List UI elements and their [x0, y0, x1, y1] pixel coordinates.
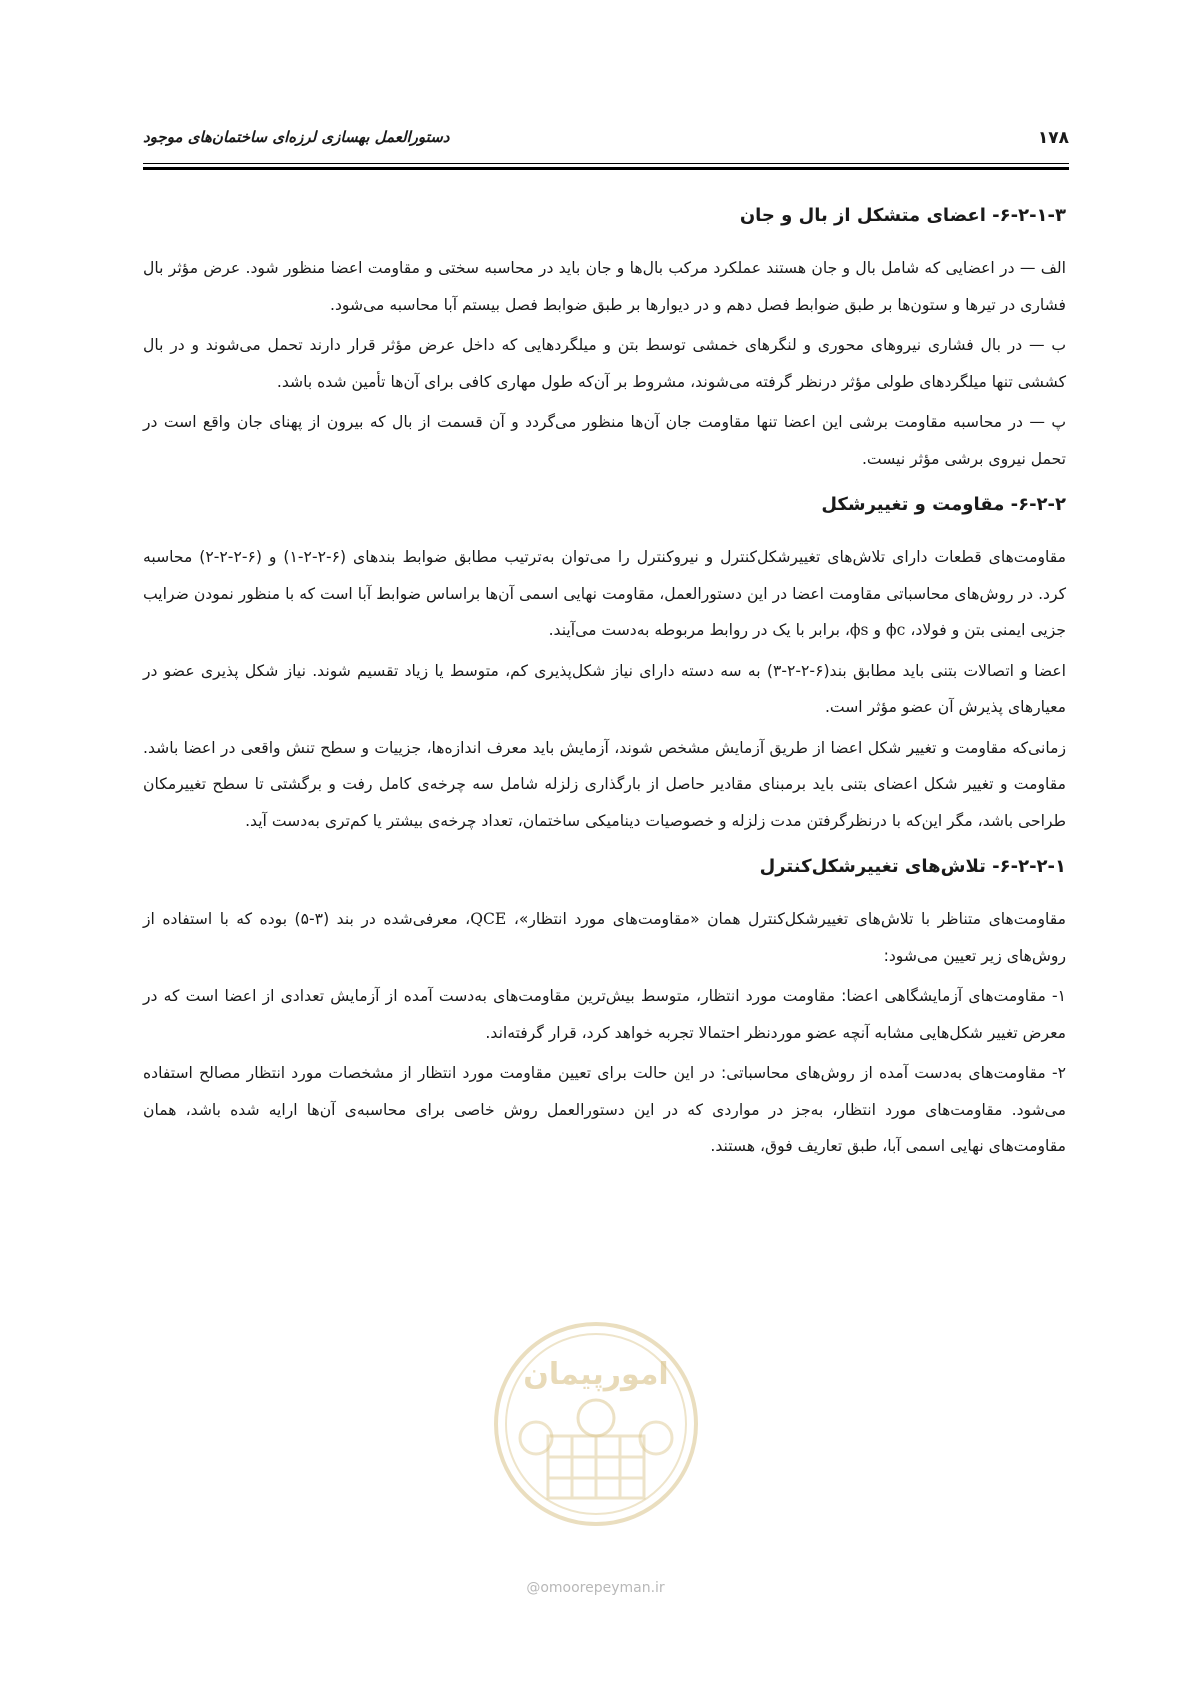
paragraph-alef: الف — در اعضایی که شامل بال و جان هستند عملکرد مرکب بال‌ها و جان باید در محاسبه سختی و مقاومت اعضا منظور شود. عرض مؤثر بال فشاری در تیرها و ستون‌ها بر طبق ضوابط فصل دهم و در دیوارها بر طبق ضوابط فصل بیستم آبا محاسبه می‌شود.	[143, 259, 1066, 314]
paragraph-computed-strengths: ۲- مقاومت‌های به‌دست آمده از روش‌های محاسباتی: در این حالت برای تعیین مقاومت مورد انتظار از مشخصات مورد انتظار مصالح استفاده می‌شود. مقاومت‌های مورد انتظار، به‌جز در مواردی که در این دستورالعمل روش خاصی برای محاسبه‌ی آن‌ها ارایه شده باشد، همان مقاومت‌های نهایی اسمی آبا، طبق تعاریف فوق، هستند.	[143, 1064, 1066, 1155]
phi-s-symbol: ϕs	[849, 621, 869, 639]
section-heading-strength-deformation: ۶-۲-۲- مقاومت و تغییرشکل	[821, 494, 1066, 515]
watermark-seal-text: امورپیمان	[523, 1357, 669, 1392]
q-ce-symbol: QCE	[470, 910, 507, 928]
paragraph-strengths-text-a: مقاومت‌های قطعات دارای تلاش‌های تغییرشکل‌کنترل و نیروکنترل را می‌توان به‌ترتیب مطابق ضوابط بندهای (۶-۲-۲-۱) و (۶-۲-۲-۲) محاسبه کرد. در روش‌های محاسباتی مقاومت اعضا در این دستورالعمل، مقاومت نهایی اسمی آن‌ها براساس ضوابط آبا است که با منظور نمودن ضرایب جزیی ایمنی بتن و فولاد،	[143, 548, 1066, 639]
paragraph-ductility: اعضا و اتصالات بتنی باید مطابق بند(۶-۲-۲-۳) به سه دسته دارای نیاز شکل‌پذیری کم، متوسط یا زیاد تقسیم شوند. نیاز شکل پذیری عضو در معیارهای پذیرش آن عضو مؤثر است.	[143, 661, 1066, 716]
header-rule-thin	[143, 163, 1069, 164]
paragraph-be: ب — در بال فشاری نیروهای محوری و لنگرهای خمشی توسط بتن و میلگردهایی که داخل عرض مؤثر قرار دارند تحمل می‌شوند و در بال کششی تنها میلگردهای طولی مؤثر درنظر گرفته می‌شوند، مشروط بر آن‌که طول مهاری کافی برای آن‌ها تأمین شده باشد.	[143, 336, 1066, 391]
paragraph-strengths-text-b: ، برابر با یک در روابط مربوطه به‌دست می‌آیند.	[548, 621, 850, 639]
header-rule-thick	[143, 167, 1069, 170]
watermark-seal	[490, 1318, 702, 1530]
paragraph-strengths	[143, 539, 1066, 649]
page-header	[143, 128, 1069, 168]
paragraph-expected-strength	[143, 901, 1066, 974]
paragraph-expected-text-b: ، معرفی‌شده در بند (۳-۵) بوده که با استفاده از روش‌های زیر تعیین می‌شود:	[143, 910, 1066, 965]
paragraph-testing: زمانی‌که مقاومت و تغییر شکل اعضا از طریق آزمایش مشخص شوند، آزمایش باید معرف اندازه‌ها، جزییات و سطح تنش واقعی در اعضا باشد. مقاومت و تغییر شکل اعضای بتنی باید برمبنای مقادیر حاصل از بارگذاری زلزله شامل سه چرخه‌ی کامل رفت و برگشتی تا سطح تغییرمکان طراحی باشد، مگر این‌که با درنظرگرفتن مدت زلزله و خصوصیات دینامیکی ساختمان، تعداد چرخه‌ی بیشتر یا کم‌تری به‌دست آید.	[143, 738, 1066, 830]
phi-c-symbol: ϕc	[886, 621, 906, 639]
running-title: دستورالعمل بهسازی لرزه‌ای ساختمان‌های موجود	[143, 128, 450, 146]
and-word: و	[873, 621, 882, 639]
page-content	[143, 196, 1066, 1169]
page-number: ۱۷۸	[1037, 128, 1069, 148]
paragraph-pe: پ — در محاسبه مقاومت برشی این اعضا تنها مقاومت جان آن‌ها منظور می‌گردد و آن قسمت از بال که بیرون از پهنای جان واقع است در تحمل نیروی برشی مؤثر نیست.	[143, 413, 1066, 468]
paragraph-expected-text-a: مقاومت‌های متناظر با تلاش‌های تغییرشکل‌کنترل همان «مقاومت‌های مورد انتظار»،	[513, 910, 1066, 928]
paragraph-lab-strengths: ۱- مقاومت‌های آزمایشگاهی اعضا: مقاومت مورد انتظار، متوسط بیش‌ترین مقاومت‌های به‌دست آمده از آزمایش تعدادی از اعضا است که در معرض تغییر شکل‌هایی مشابه آنچه عضو موردنظر احتمالا تجربه خواهد کرد، قرار گرفته‌اند.	[143, 987, 1066, 1042]
section-heading-deformation-controlled: ۶-۲-۲-۱- تلاش‌های تغییرشکل‌کنترل	[759, 856, 1066, 877]
watermark-building-grid	[548, 1436, 644, 1498]
watermark-site: @omoorepeyman.ir	[526, 1580, 665, 1596]
section-heading-flange-web: ۶-۲-۱-۳- اعضای متشکل از بال و جان	[739, 205, 1066, 226]
